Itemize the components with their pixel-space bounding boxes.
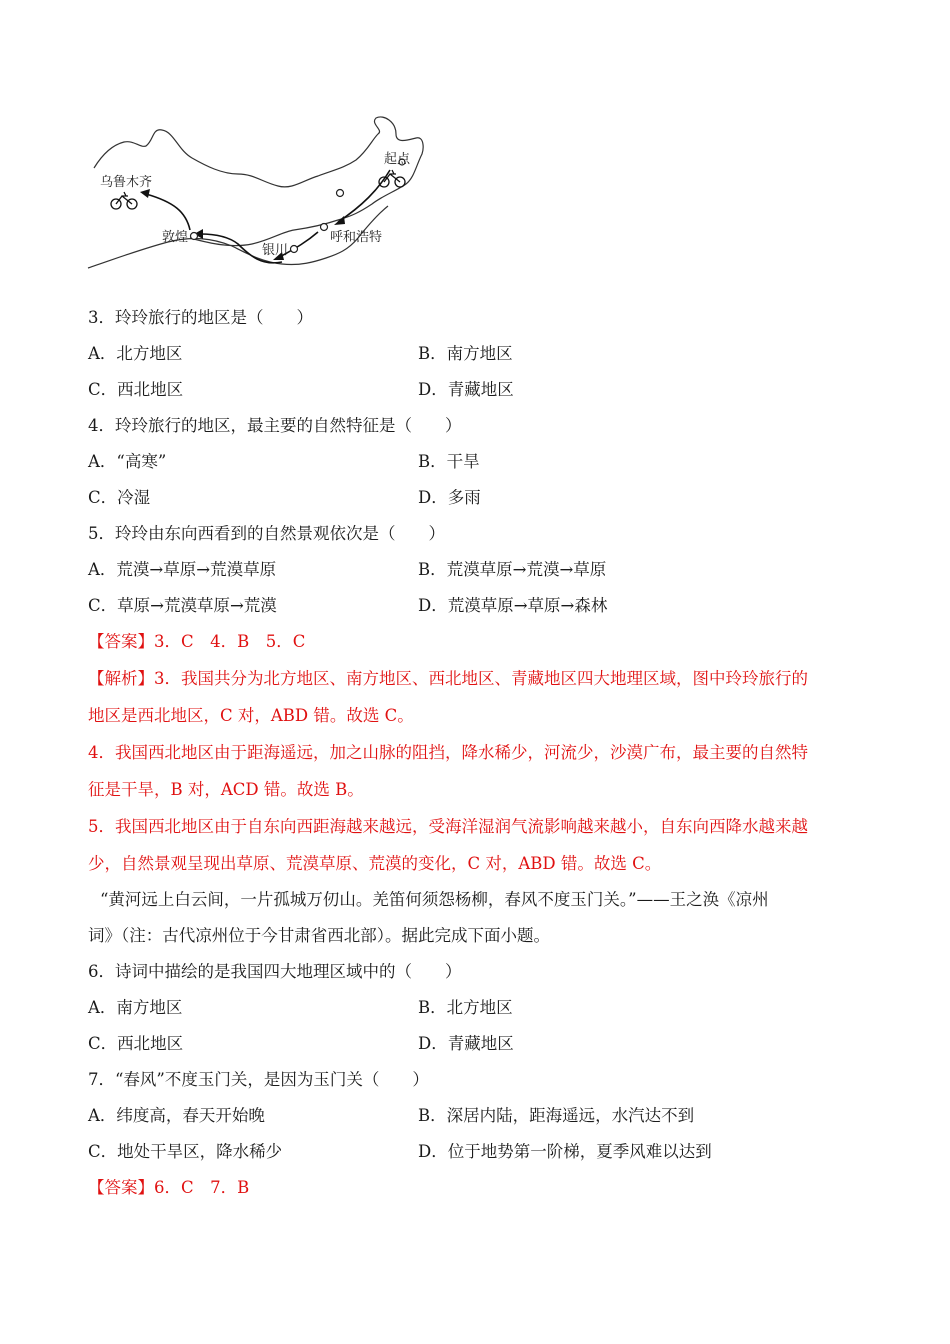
analysis-line-3: 4．我国西北地区由于距海遥远，加之山脉的阻挡，降水稀少，河流少，沙漠广布，最主要的自然特 <box>88 743 808 762</box>
q3-option-c: C．西北地区 <box>88 380 184 399</box>
q3-option-b: B．南方地区 <box>418 344 513 363</box>
q6-options-row1 <box>88 990 878 1026</box>
label-yinchuan: 银川 <box>262 243 289 258</box>
q3-options-row1 <box>88 336 878 372</box>
q7-option-a: A．纬度高，春天开始晚 <box>88 1106 265 1125</box>
q4-option-c: C．冷湿 <box>88 488 151 507</box>
answer-block-1 <box>88 624 878 660</box>
city-dot-extra <box>337 190 344 197</box>
q3-stem: 3．玲玲旅行的地区是（ ） <box>88 308 313 327</box>
bicycle-icon-urumqi <box>111 192 137 209</box>
q4-option-b: B．干旱 <box>418 452 480 471</box>
analysis-line-2: 地区是西北地区，C 对，ABD 错。故选 C。 <box>88 706 414 725</box>
bicycle-icon-start <box>379 170 405 187</box>
city-dot-hohhot <box>321 224 328 231</box>
q4-option-a: A．“高寒” <box>88 452 167 471</box>
q4-options-row1 <box>88 444 878 480</box>
poem-line-2: 词》（注：古代凉州位于今甘肃省西北部）。据此完成下面小题。 <box>88 926 550 945</box>
label-dunhuang: 敦煌 <box>162 230 189 245</box>
label-urumqi: 乌鲁木齐 <box>100 175 153 190</box>
q7-options-row2 <box>88 1134 878 1170</box>
analysis-line-4: 征是干旱，B 对，ACD 错。故选 B。 <box>88 780 364 799</box>
q7-option-d: D．位于地势第一阶梯，夏季风难以达到 <box>418 1142 712 1161</box>
q6-option-c: C．西北地区 <box>88 1034 184 1053</box>
q3-option-d: D．青藏地区 <box>418 380 514 399</box>
q6-option-b: B．北方地区 <box>418 998 513 1017</box>
answer-block-2 <box>88 1170 878 1206</box>
answer-label: 【答案】 <box>88 632 154 651</box>
q4-option-d: D．多雨 <box>418 488 481 507</box>
city-dot-dunhuang <box>191 233 198 240</box>
q4-options-row2 <box>88 480 878 516</box>
q6-options-row2 <box>88 1026 878 1062</box>
label-start: 起点 <box>384 152 411 167</box>
analysis-line-6: 少，自然景观呈现出草原、荒漠草原、荒漠的变化，C 对，ABD 错。故选 C。 <box>88 854 662 873</box>
q3-options-row2 <box>88 372 878 408</box>
q6-option-d: D．青藏地区 <box>418 1034 514 1053</box>
label-hohhot: 呼和浩特 <box>330 230 383 245</box>
q5-options-row1 <box>88 552 878 588</box>
arrowhead-4 <box>140 189 150 198</box>
q3-option-a: A．北方地区 <box>88 344 183 363</box>
analysis-line-5: 5．我国西北地区由于自东向西距海越来越远，受海洋湿润气流影响越来越小，自东向西降水越来越 <box>88 817 808 836</box>
q7-option-b: B．深居内陆，距海遥远，水汽达不到 <box>418 1106 695 1125</box>
analysis-label: 【解析】 <box>88 669 154 688</box>
q5-stem: 5．玲玲由东向西看到的自然景观依次是（ ） <box>88 524 445 543</box>
q7-stem: 7．“春风”不度玉门关，是因为玉门关（ ） <box>88 1070 429 1089</box>
q7-option-c: C．地处干旱区，降水稀少 <box>88 1142 283 1161</box>
analysis-line-1 <box>88 660 878 697</box>
city-dot-yinchuan <box>291 246 298 253</box>
answer-text-2: 6．C 7．B <box>154 1178 250 1197</box>
answer-label-2: 【答案】 <box>88 1178 154 1197</box>
q6-stem: 6．诗词中描绘的是我国四大地理区域中的（ ） <box>88 962 462 981</box>
route-arrow-4 <box>146 194 190 230</box>
q5-option-a: A．荒漠→草原→荒漠草原 <box>88 560 277 579</box>
q5-options-row2 <box>88 588 878 624</box>
q7-options-row1 <box>88 1098 878 1134</box>
q5-option-b: B．荒漠草原→荒漠→草原 <box>418 560 607 579</box>
poem-line-1: “黄河远上白云间，一片孤城万仞山。羌笛何须怨杨柳，春风不度玉门关。”——王之涣《凉州 <box>100 890 769 909</box>
q5-option-d: D．荒漠草原→草原→森林 <box>418 596 608 615</box>
q4-stem: 4．玲玲旅行的地区，最主要的自然特征是（ ） <box>88 416 462 435</box>
q6-option-a: A．南方地区 <box>88 998 183 1017</box>
q5-option-c: C．草原→荒漠草原→荒漠 <box>88 596 277 615</box>
question-content <box>88 300 878 1206</box>
answer-text: 3．C 4．B 5．C <box>154 632 306 651</box>
route-map <box>82 110 442 280</box>
analysis-text-1: 3．我国共分为北方地区、南方地区、西北地区、青藏地区四大地理区域，图中玲玲旅行的 <box>154 669 808 688</box>
